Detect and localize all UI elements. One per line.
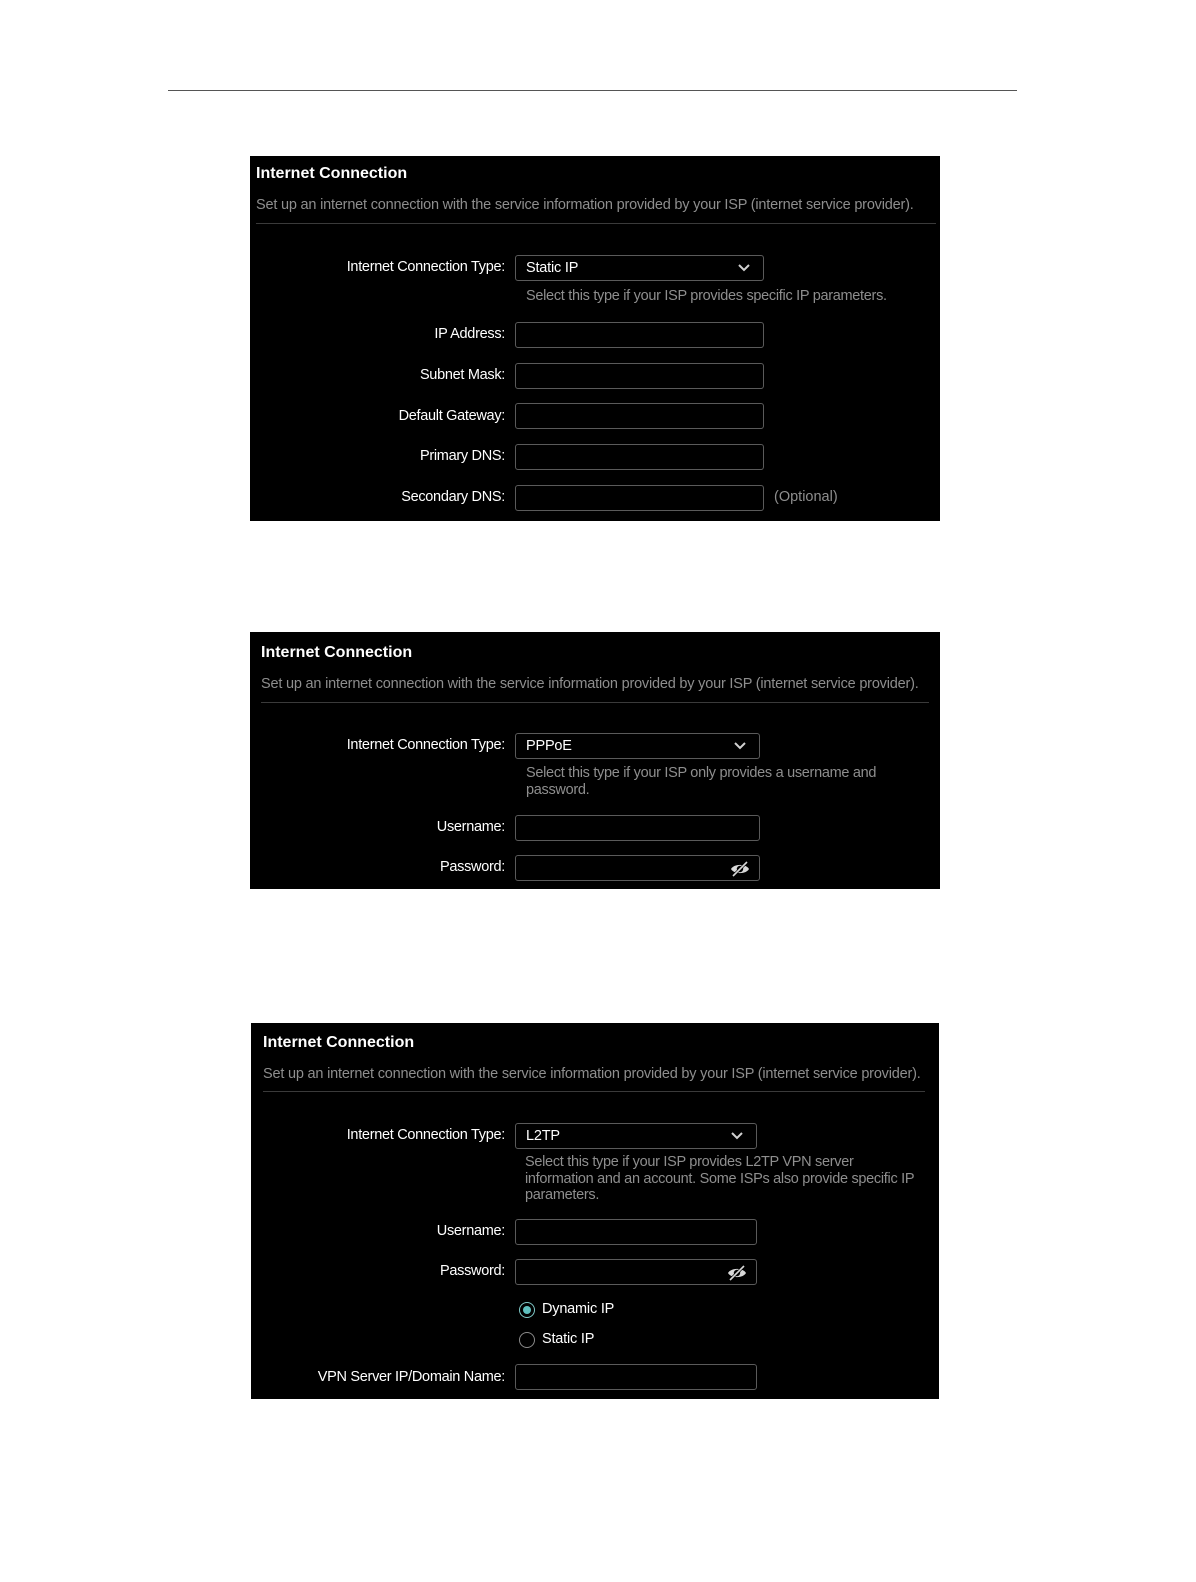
username-field[interactable] [515,815,760,841]
vpn-server-field[interactable] [515,1364,757,1390]
username-field[interactable] [515,1219,757,1245]
primary-dns-label: Primary DNS: [419,448,505,464]
connection-type-label: Internet Connection Type: [346,737,505,753]
connection-type-hint [525,1154,914,1204]
connection-type-value: PPPoE [526,738,572,754]
ip-address-field[interactable] [515,322,764,348]
secondary-dns-label: Secondary DNS: [401,489,505,505]
vpn-server-label: VPN Server IP/Domain Name: [317,1369,505,1385]
ip-address-input[interactable] [516,323,763,347]
panel-subtitle: Set up an internet connection with the service information provided by your ISP (internet service provider). [256,197,914,213]
ip-address-label: IP Address: [434,326,505,342]
subnet-mask-field[interactable] [515,363,764,389]
subnet-mask-label: Subnet Mask: [419,367,505,383]
panel-divider [263,1091,925,1092]
l2tp-panel [251,1023,939,1399]
username-label: Username: [436,1223,505,1239]
eye-slash-icon[interactable] [726,1264,748,1282]
panel-title: Internet Connection [256,165,408,182]
password-field[interactable] [515,855,760,881]
password-label: Password: [440,1263,505,1279]
username-input[interactable] [516,1220,756,1244]
connection-type-value: L2TP [526,1128,560,1144]
default-gateway-label: Default Gateway: [398,408,505,424]
connection-type-label: Internet Connection Type: [346,259,505,275]
connection-type-select[interactable] [515,1123,757,1149]
subnet-mask-input[interactable] [516,364,763,388]
primary-dns-input[interactable] [516,445,763,469]
static-ip-radio[interactable] [519,1332,535,1348]
default-gateway-input[interactable] [516,404,763,428]
panel-title: Internet Connection [263,1034,415,1051]
hint-line: password. [526,781,590,798]
connection-type-hint [526,765,876,798]
secondary-dns-input[interactable] [516,486,763,510]
pppoe-panel [250,632,940,889]
connection-type-value: Static IP [526,260,579,276]
static-ip-label[interactable]: Static IP [542,1331,595,1347]
panel-divider [256,223,936,224]
hint-line: parameters. [525,1187,600,1203]
primary-dns-field[interactable] [515,444,764,470]
dynamic-ip-label[interactable]: Dynamic IP [542,1301,615,1317]
hint-line: Select this type if your ISP only provides a username and [526,765,877,781]
username-label: Username: [436,819,505,835]
vpn-server-input[interactable] [516,1365,756,1389]
password-field[interactable] [515,1259,757,1285]
password-label: Password: [440,859,505,875]
panel-subtitle: Set up an internet connection with the service information provided by your ISP (internet service provider). [263,1066,921,1082]
password-input[interactable] [516,856,759,880]
connection-type-hint: Select this type if your ISP provides specific IP parameters. [526,288,887,304]
static-ip-panel [250,156,940,521]
chevron-down-icon [737,262,751,274]
secondary-dns-optional-note: (Optional) [774,489,838,505]
eye-slash-icon[interactable] [729,860,751,878]
dynamic-ip-radio[interactable] [519,1302,535,1318]
connection-type-label: Internet Connection Type: [346,1127,505,1143]
connection-type-select[interactable] [515,733,760,759]
panel-divider [261,702,929,703]
hint-line: Select this type if your ISP provides L2TP VPN server [525,1154,854,1170]
chevron-down-icon [733,740,747,752]
page-header-rule [168,90,1017,91]
username-input[interactable] [516,816,759,840]
panel-subtitle: Set up an internet connection with the service information provided by your ISP (internet service provider). [261,676,919,692]
hint-line: information and an account. Some ISPs also provide specific IP [525,1170,915,1187]
default-gateway-field[interactable] [515,403,764,429]
chevron-down-icon [730,1130,744,1142]
connection-type-select[interactable] [515,255,764,281]
panel-title: Internet Connection [261,644,413,661]
secondary-dns-field[interactable] [515,485,764,511]
password-input[interactable] [516,1260,756,1284]
